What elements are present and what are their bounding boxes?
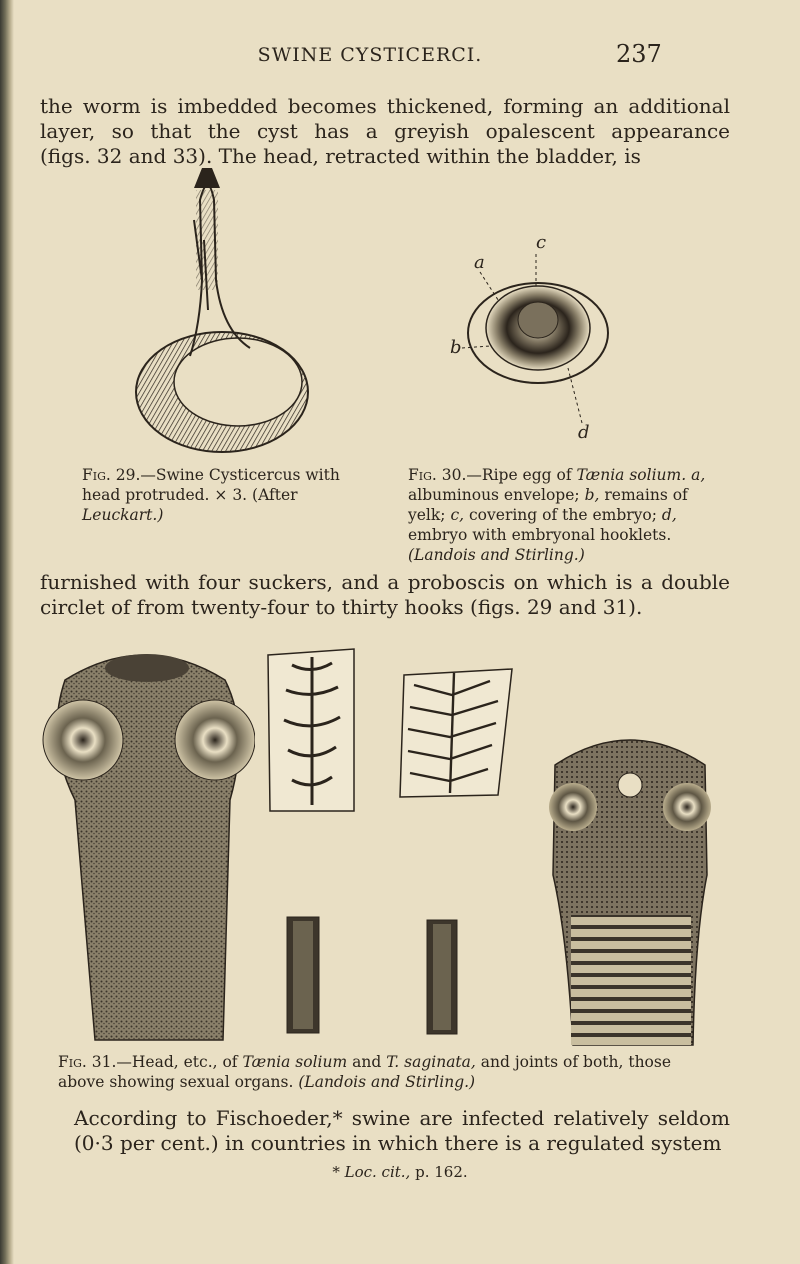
figure-31-mature-joint-tsolium-illustration bbox=[285, 915, 321, 1035]
figure-30-key-a-label: a, bbox=[691, 466, 706, 484]
footnote-marker: * bbox=[332, 1163, 340, 1181]
figure-30-key-d-label: d, bbox=[661, 506, 677, 524]
text-line: circlet of from twenty-four to thirty hooks (figs. 29 and 31). bbox=[40, 595, 643, 619]
figure-31-head-tsaginata-illustration bbox=[545, 725, 715, 1050]
figure-30-species: Tænia solium. bbox=[576, 466, 687, 484]
figure-30-egg-illustration bbox=[440, 228, 650, 443]
page-number: 237 bbox=[616, 40, 662, 68]
figure-31-proglottid-tsaginata-illustration bbox=[394, 665, 516, 800]
figure-29-cysticercus-illustration bbox=[130, 160, 310, 460]
figure-30-key-a: albuminous envelope; bbox=[408, 486, 580, 504]
figure-30-caption-text: —Ripe egg of bbox=[466, 466, 572, 484]
text-line: (0·3 per cent.) in countries in which there is a regulated system bbox=[74, 1131, 722, 1155]
figure-31-caption-text: —Head, etc., of bbox=[116, 1053, 238, 1071]
footnote-citation: Loc. cit., bbox=[344, 1163, 411, 1181]
footnote-page: p. 162. bbox=[415, 1163, 468, 1181]
figure-30-caption-source: (Landois and Stirling.) bbox=[408, 546, 585, 564]
book-spine-shadow bbox=[0, 0, 14, 1264]
label-d: d bbox=[578, 422, 590, 443]
figure-29-caption bbox=[82, 465, 382, 525]
figure-30-caption bbox=[408, 465, 708, 565]
figure-30-key-b-label: b, bbox=[584, 486, 600, 504]
figure-31-species-1: Tænia solium bbox=[242, 1053, 348, 1071]
text-line: According to Fischoeder,* swine are infected relatively seldom bbox=[74, 1106, 730, 1130]
figure-30-key-c: covering of the embryo; bbox=[469, 506, 657, 524]
figure-31-caption-and: and bbox=[352, 1053, 382, 1071]
label-b: b bbox=[450, 337, 462, 358]
footnote bbox=[200, 1163, 600, 1181]
figure-31-caption-source: (Landois and Stirling.) bbox=[298, 1073, 476, 1091]
text-line: (figs. 32 and 33). The head, retracted within the bladder, is bbox=[40, 144, 641, 168]
figure-29-caption-source: Leuckart.) bbox=[82, 506, 164, 524]
text-line: layer, so that the cyst has a greyish opalescent appearance bbox=[40, 119, 730, 143]
text-line: furnished with four suckers, and a proboscis on which is a double bbox=[40, 570, 730, 594]
figure-30-key-d: embryo with embryonal hooklets. bbox=[408, 526, 672, 544]
figure-30-label: Fig. 30. bbox=[408, 466, 467, 484]
figure-30-key-c-label: c, bbox=[450, 506, 465, 524]
paragraph-2 bbox=[40, 570, 730, 620]
text-line: the worm is imbedded becomes thickened, forming an additional bbox=[40, 94, 730, 118]
figure-31-head-tsolium-illustration bbox=[35, 640, 255, 1045]
figure-31-mature-joint-tsaginata-illustration bbox=[425, 918, 459, 1036]
figure-31-proglottid-tsolium-illustration bbox=[262, 645, 362, 815]
figure-29-label: Fig. 29. bbox=[82, 466, 141, 484]
figure-31-label: Fig. 31. bbox=[58, 1053, 117, 1071]
figure-31-caption bbox=[58, 1052, 708, 1092]
figure-29-caption-text: —Swine Cysticercus with head protruded. × 3. (After bbox=[82, 466, 340, 504]
figure-31-species-2: T. saginata, bbox=[386, 1053, 476, 1071]
running-head: SWINE CYSTICERCI. bbox=[257, 44, 483, 66]
paragraph-1 bbox=[40, 94, 730, 169]
label-c: c bbox=[536, 232, 547, 253]
label-a: a bbox=[474, 252, 485, 273]
paragraph-3 bbox=[40, 1106, 730, 1156]
figure-30-key-b: remains of yelk; bbox=[408, 486, 688, 524]
figure-31-caption-rest: and joints of both, those above showing sexual organs. bbox=[58, 1053, 672, 1091]
